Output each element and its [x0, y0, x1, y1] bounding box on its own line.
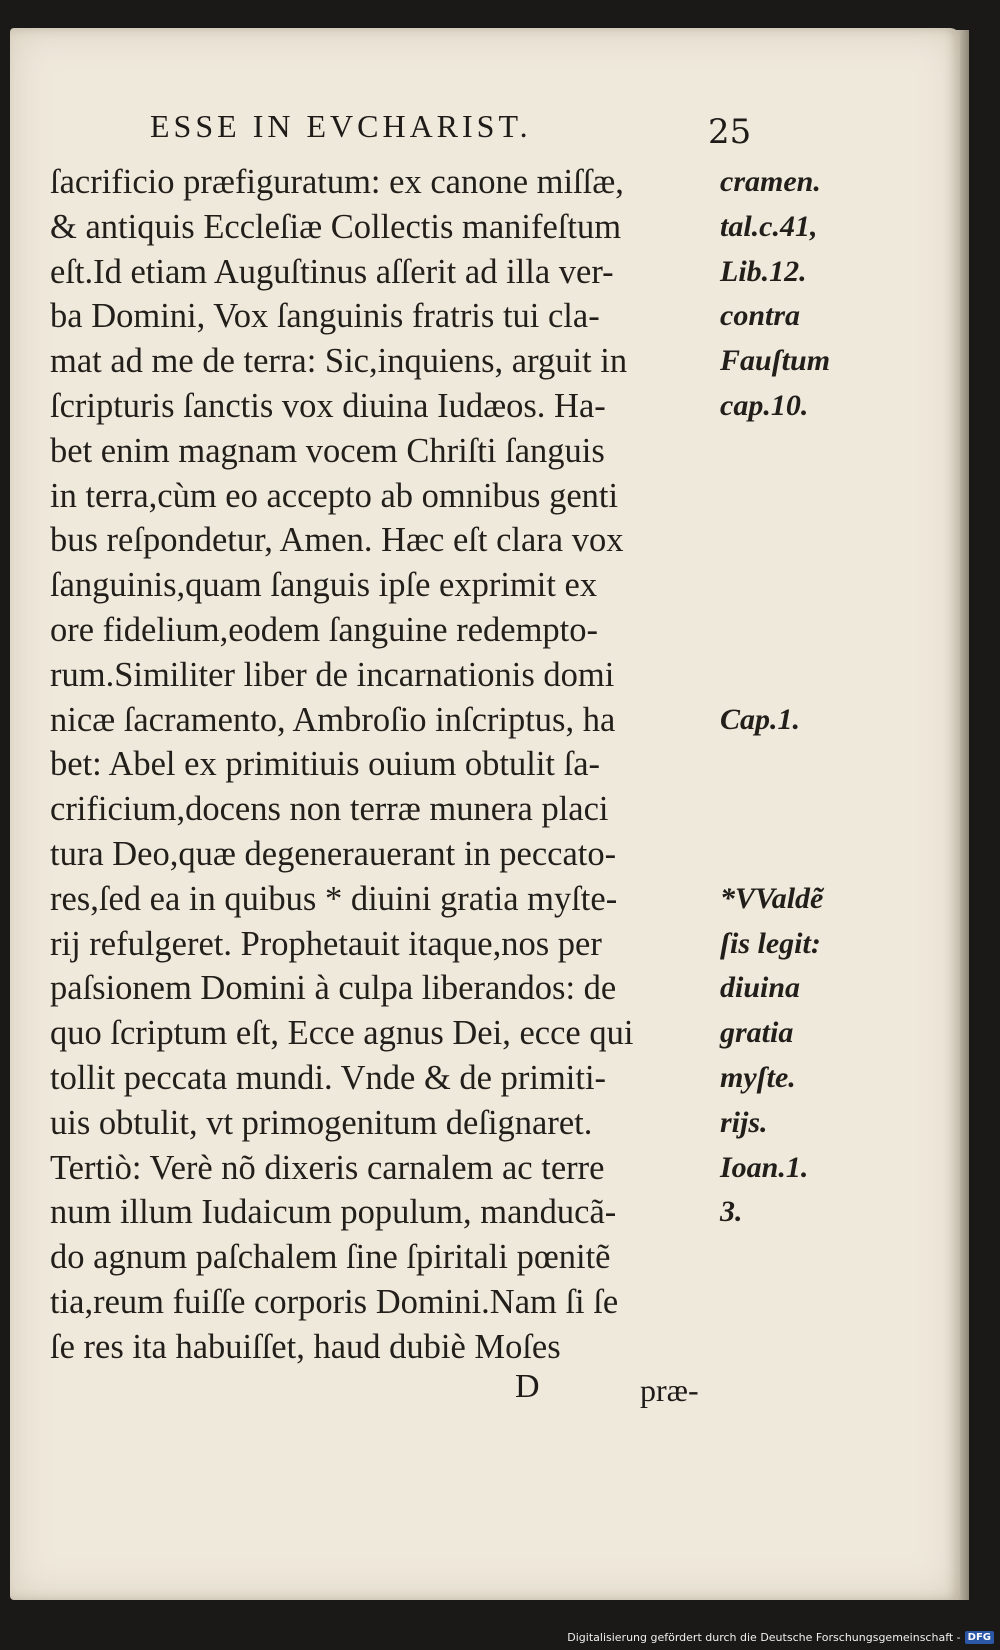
text-line: num illum Iudaicum populum, manducã- [50, 1193, 617, 1232]
margin-note [720, 832, 870, 877]
margin-note: *VValdẽ [720, 881, 824, 915]
text-line: res,ſed ea in quibus * diuini gratia myſte- [50, 879, 618, 918]
margin-note: cap.10. [720, 388, 809, 422]
text-line: & antiquis Eccleſiæ Collectis manifeſtum [50, 207, 622, 246]
text-line: ſanguinis,quam ſanguis ipſe exprimit ex [50, 566, 598, 605]
margin-note: gratia [720, 1016, 794, 1050]
margin-note: Cap.1. [720, 702, 801, 736]
margin-note [720, 1280, 870, 1325]
text-line: ſcripturis ſanctis vox diuina Iudæos. Ha- [50, 386, 606, 425]
signature-mark: D [515, 1368, 540, 1405]
text-line: nicæ ſacramento, Ambroſio inſcriptus, ha [50, 700, 616, 739]
text-line: tura Deo,quæ degenerauerant in peccato- [50, 834, 617, 873]
text-line: bet: Abel ex primitiuis ouium obtulit ſa- [50, 745, 601, 784]
text-line: ba Domini, Vox ſanguinis fratris tui cla- [50, 297, 600, 336]
margin-note [720, 563, 870, 608]
text-line: quo ſcriptum eſt, Ecce agnus Dei, ecce qui [50, 1014, 634, 1053]
catchword: præ- [640, 1372, 699, 1408]
text-line: ore fidelium,eodem ſanguine redempto- [50, 610, 598, 649]
margin-note: cramen. [720, 165, 821, 198]
text-line: tollit peccata mundi. Vnde & de primiti- [50, 1058, 607, 1097]
text-line: bet enim magnam vocem Chriſti ſanguis [50, 431, 605, 470]
digitization-credit [567, 1628, 994, 1646]
margin-note [720, 1325, 870, 1370]
margin-note [720, 653, 870, 698]
text-line: rij refulgeret. Prophetauit itaque,nos per [50, 924, 602, 963]
text-line: paſsionem Domini à culpa liberandos: de [50, 969, 617, 1008]
margin-note: diuina [720, 971, 801, 1005]
text-line: uis obtulit, vt primogenitum deſignaret. [50, 1103, 593, 1142]
running-head: ESSE IN EVCHARIST. [150, 108, 532, 144]
margin-note: myſte. [720, 1060, 796, 1094]
margin-note [720, 474, 870, 519]
text-line: in terra,cùm eo accepto ab omnibus genti [50, 476, 619, 515]
margin-note [720, 742, 870, 787]
margin-note: Ioan.1. [720, 1150, 809, 1184]
text-line: rum.Similiter liber de incarnationis domi [50, 655, 615, 694]
margin-note: Lib.12. [720, 254, 807, 288]
margin-note: tal.c.41, [720, 209, 818, 243]
margin-note [720, 608, 870, 653]
text-line: crificium,docens non terræ munera placi [50, 790, 609, 829]
main-text-block [50, 160, 730, 1370]
text-line: eſt.Id etiam Auguſtinus aſſerit ad illa ver- [50, 252, 614, 291]
text-line: tia,reum fuiſſe corporis Domini.Nam ſi ſe [50, 1282, 619, 1321]
page-number: 25 [708, 112, 752, 152]
margin-note: Fauſtum [720, 344, 831, 378]
margin-note [720, 429, 870, 474]
marginal-notes [720, 160, 870, 1370]
text-line: ſacrificio præfiguratum: ex canone miſſæ, [50, 163, 624, 201]
credit-text: Digitalisierung gefördert durch die Deutsche Forschungsgemeinschaft - [567, 1630, 961, 1644]
text-line: mat ad me de terra: Sic,inquiens, arguit in [50, 342, 628, 381]
margin-note [720, 518, 870, 563]
margin-note [720, 1235, 870, 1280]
margin-note: rijs. [720, 1105, 768, 1139]
text-line: bus reſpondetur, Amen. Hæc eſt clara vox [50, 521, 624, 560]
margin-note: 3. [720, 1195, 743, 1229]
dfg-logo: DFG [965, 1631, 994, 1644]
text-line: do agnum paſchalem ſine ſpiritali pœnitẽ [50, 1238, 611, 1277]
margin-note: ſis legit: [720, 926, 821, 960]
text-line: Tertiò: Verè nõ dixeris carnalem ac terre [50, 1148, 605, 1187]
margin-note: contra [720, 299, 801, 333]
text-line: ſe res ita habuiſſet, haud dubiè Moſes [50, 1327, 561, 1366]
margin-note [720, 787, 870, 832]
